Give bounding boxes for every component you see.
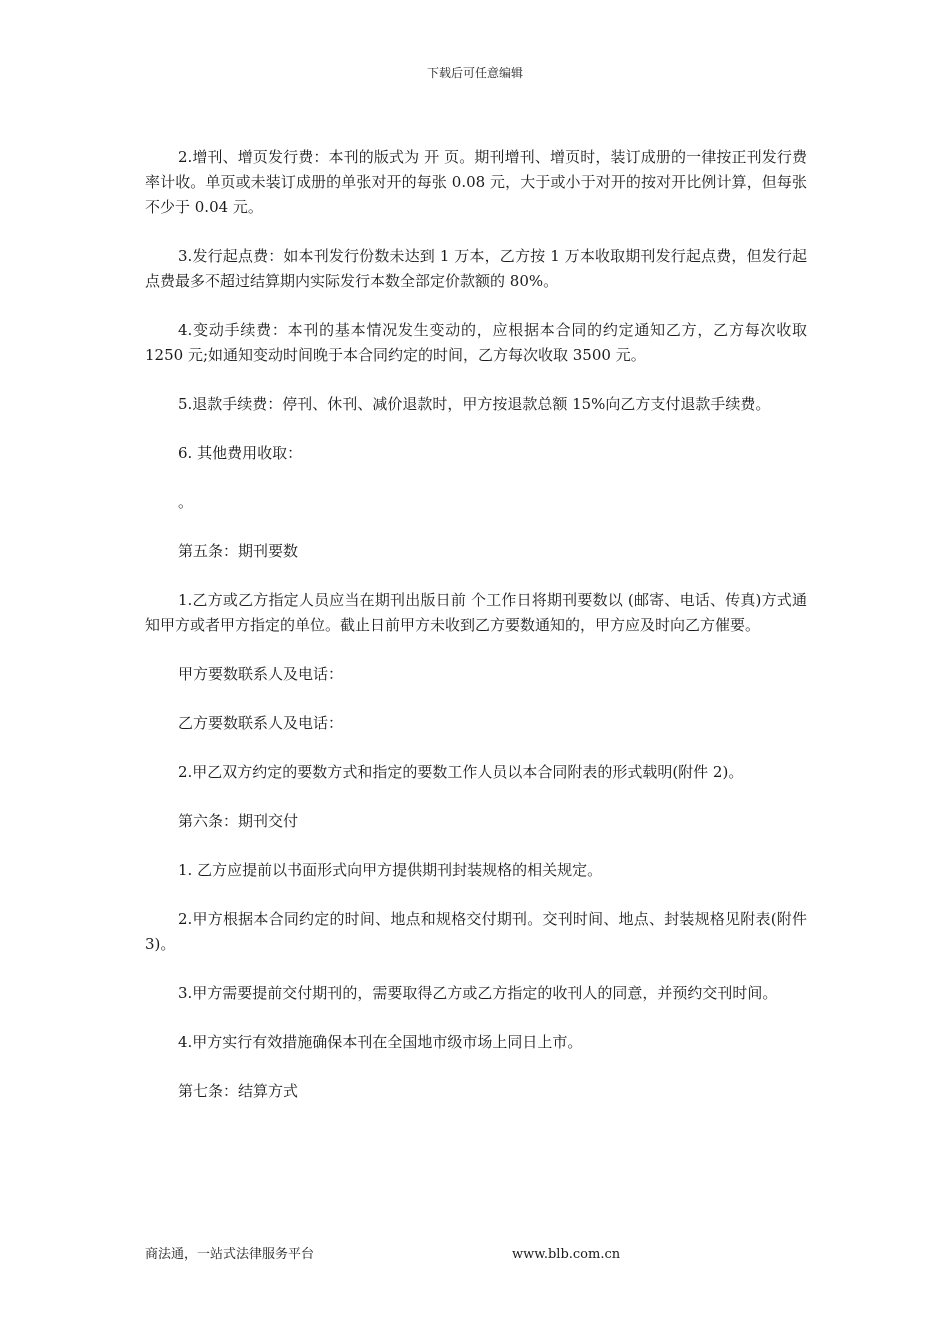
- page-header-note: 下载后可任意编辑: [426, 66, 523, 80]
- clause-paragraph: 5.退款手续费：停刊、休刊、减价退款时，甲方按退款总额 15%向乙方支付退款手续费。: [178, 395, 771, 413]
- clause-paragraph: 4.甲方实行有效措施确保本刊在全国地市级市场上同日上市。: [178, 1033, 583, 1051]
- article-heading: 第六条：期刊交付: [178, 812, 299, 830]
- clause-paragraph: 2.甲方根据本合同约定的时间、地点和规格交付期刊。交刊时间、地点、封装规格见附表(附件 3)。: [145, 910, 807, 953]
- clause-paragraph: 3.甲方需要提前交付期刊的，需要取得乙方或乙方指定的收刊人的同意，并预约交刊时间。: [178, 984, 778, 1002]
- clause-paragraph: 乙方要数联系人及电话：: [178, 714, 344, 732]
- clause-paragraph: 3.发行起点费：如本刊发行份数未达到 1 万本，乙方按 1 万本收取期刊发行起点费，但发行起点费最多不超过结算期内实际发行本数全部定价款额的 80%。: [145, 247, 807, 290]
- footer-website-link[interactable]: www.blb.com.cn: [512, 1247, 621, 1262]
- document-body: [145, 145, 807, 1128]
- clause-paragraph: 甲方要数联系人及电话：: [178, 665, 344, 683]
- clause-paragraph: 2.甲乙双方约定的要数方式和指定的要数工作人员以本合同附表的形式载明(附件 2)。: [178, 763, 744, 781]
- article-heading: 第七条：结算方式: [178, 1082, 299, 1100]
- clause-paragraph: 1. 乙方应提前以书面形式向甲方提供期刊封装规格的相关规定。: [178, 861, 603, 879]
- footer-brand-text: 商法通，一站式法律服务平台: [145, 1247, 315, 1262]
- clause-paragraph: 1.乙方或乙方指定人员应当在期刊出版日前 个工作日将期刊要数以 (邮寄、电话、传真)方式通知甲方或者甲方指定的单位。截止日前甲方未收到乙方要数通知的，甲方应及时向乙方催要。: [145, 591, 807, 634]
- clause-paragraph: 。: [178, 493, 194, 511]
- clause-paragraph: 4.变动手续费：本刊的基本情况发生变动的，应根据本合同的约定通知乙方，乙方每次收取 1250 元;如通知变动时间晚于本合同约定的时间，乙方每次收取 3500 元。: [145, 321, 807, 364]
- clause-paragraph: 6. 其他费用收取：: [178, 444, 303, 462]
- article-heading: 第五条：期刊要数: [178, 542, 299, 560]
- clause-paragraph: 2.增刊、增页发行费：本刊的版式为 开 页。期刊增刊、增页时，装订成册的一律按正刊发行费率计收。单页或未装订成册的单张对开的每张 0.08 元，大于或小于对开的按对开比例计算，但每张不少于 0.04 元。: [145, 148, 807, 216]
